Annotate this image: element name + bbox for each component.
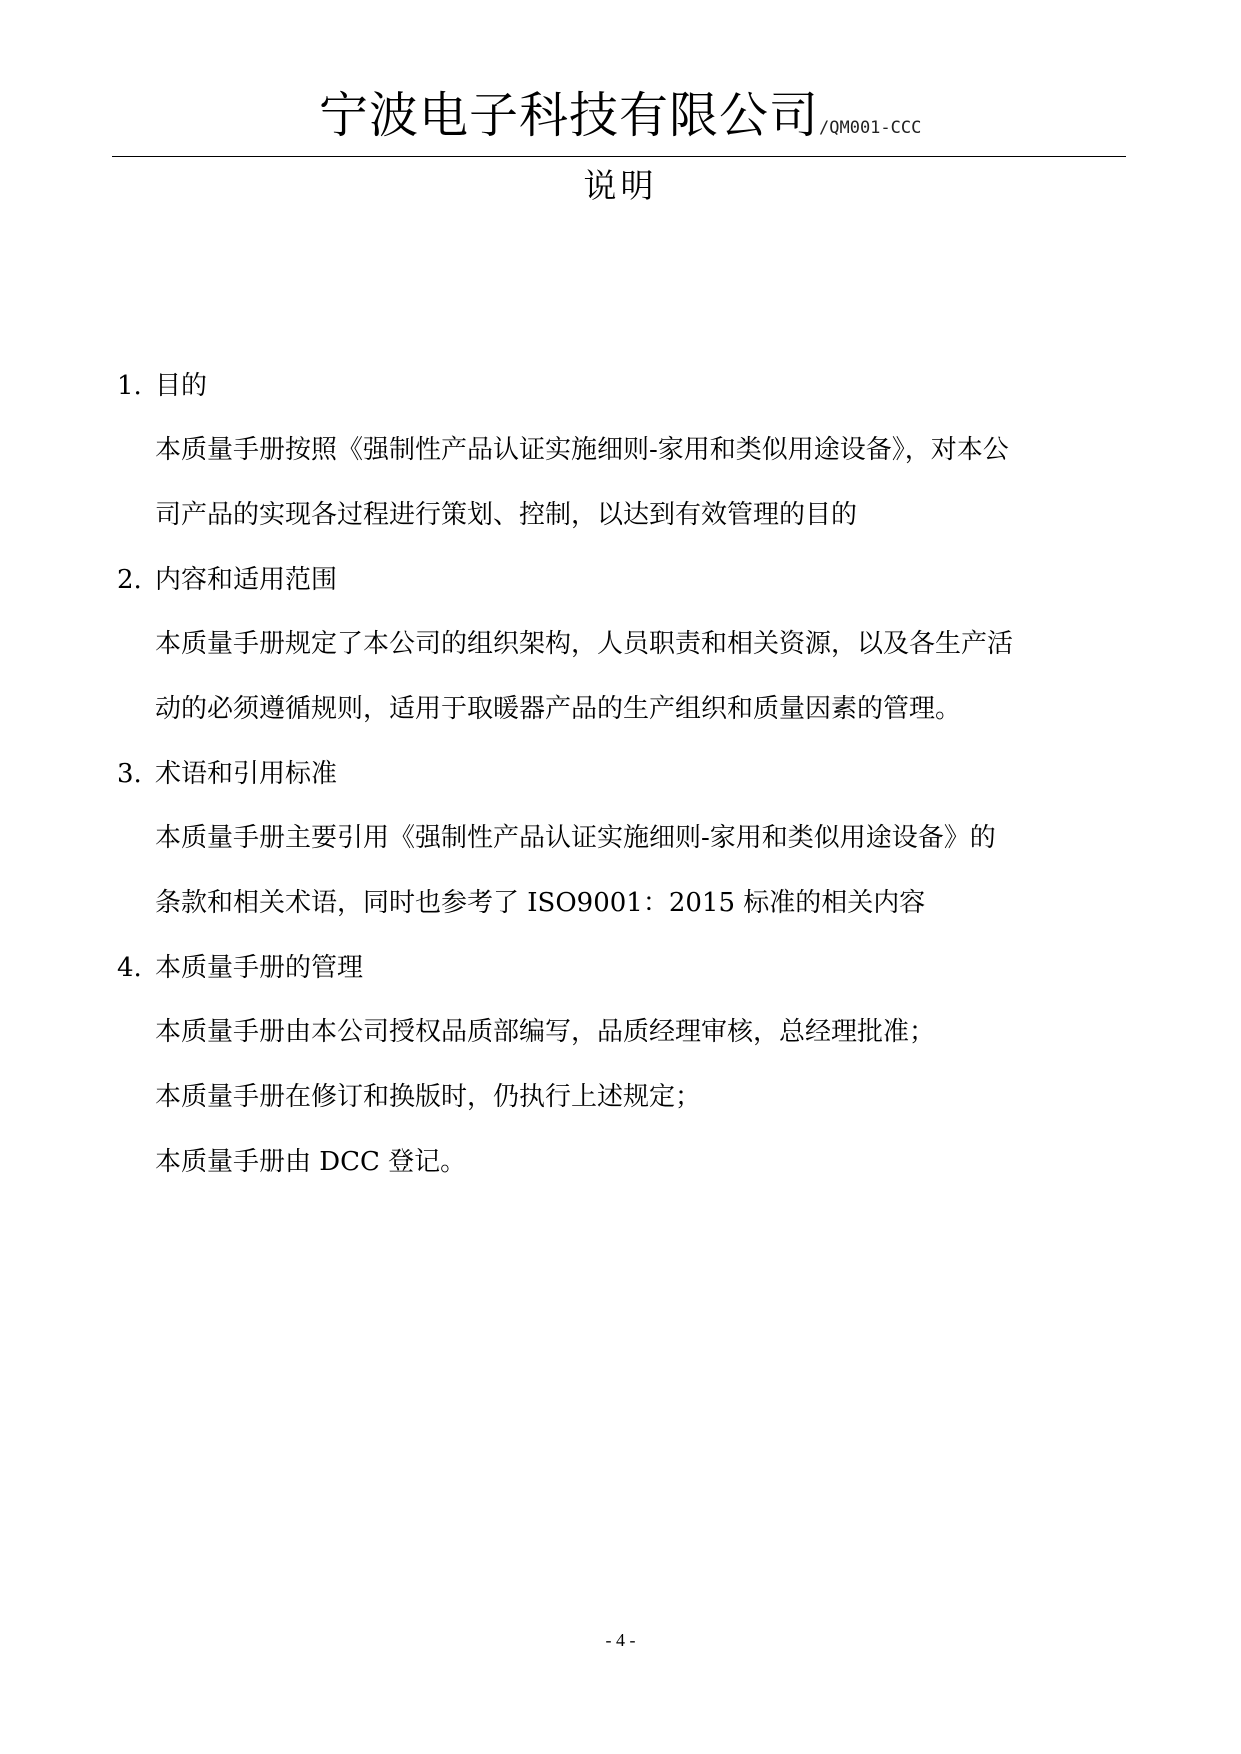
body-line: 动的必须遵循规则，适用于取暖器产品的生产组织和质量因素的管理。	[155, 694, 962, 724]
section-number: 2.	[117, 565, 142, 595]
body-line: 条款和相关术语，同时也参考了 ISO9001：2015 标准的相关内容	[155, 888, 926, 918]
section-heading	[117, 936, 1127, 1000]
body-line: 本质量手册按照《强制性产品认证实施细则-家用和类似用途设备》，对本公	[155, 435, 1009, 465]
body-line: 本质量手册由本公司授权品质部编写，品质经理审核，总经理批准；	[155, 1017, 936, 1047]
document-code: /QM001-CCC	[819, 118, 922, 138]
page-title: 说明	[583, 166, 658, 205]
section-title: 目的	[155, 371, 208, 401]
section-number: 1.	[117, 371, 142, 401]
body-line: 本质量手册规定了本公司的组织架构，人员职责和相关资源，以及各生产活	[155, 629, 1014, 659]
section-heading	[117, 354, 1127, 418]
section-purpose	[117, 354, 1127, 548]
section-body	[117, 418, 1127, 548]
body-line: 本质量手册由 DCC 登记。	[155, 1147, 467, 1177]
section-body	[117, 612, 1127, 742]
section-scope	[117, 548, 1127, 742]
section-number: 4.	[117, 953, 142, 983]
section-title: 本质量手册的管理	[155, 953, 364, 983]
section-management	[117, 936, 1127, 1195]
body-line: 本质量手册主要引用《强制性产品认证实施细则-家用和类似用途设备》的	[155, 823, 996, 853]
section-title: 术语和引用标准	[155, 759, 338, 789]
section-title: 内容和适用范围	[155, 565, 338, 595]
section-terms	[117, 742, 1127, 936]
section-heading	[117, 548, 1127, 612]
section-body	[117, 806, 1127, 936]
section-number: 3.	[117, 759, 142, 789]
body-line: 本质量手册在修订和换版时，仍执行上述规定；	[155, 1082, 702, 1112]
document-header	[112, 80, 1126, 157]
company-name: 宁波电子科技有限公司	[319, 87, 820, 144]
body-line: 司产品的实现各过程进行策划、控制，以达到有效管理的目的	[155, 500, 858, 530]
section-heading	[117, 742, 1127, 806]
section-body	[117, 1000, 1127, 1195]
page-number: - 4 -	[605, 1630, 636, 1650]
